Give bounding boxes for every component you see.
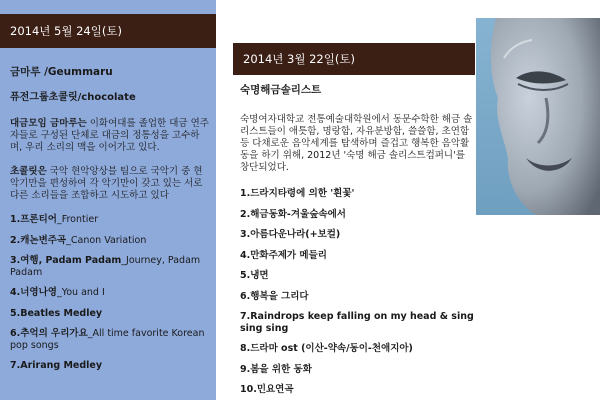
list-item (10, 328, 210, 351)
track-subtitle: _All time favorite Korean pop songs (10, 328, 205, 351)
track-title: 1.프론티어 (10, 214, 57, 225)
list-item: 7.Raindrops keep falling on my head & sing sing sing (240, 311, 474, 334)
right-track-list (240, 188, 476, 396)
track-subtitle: _Canon Variation (66, 234, 147, 246)
left-program-column (0, 0, 216, 400)
track-title: 7.Arirang Medley (10, 360, 103, 371)
left-description-1 (10, 118, 210, 154)
left-description-1-text: 이화여대를 졸업한 대금 연주자들로 구성된 단체로 대금의 정통성을 고수하며, 우리 소리의 맥을 이어가고 있다. (10, 118, 209, 153)
list-item: 4.만화주제가 메들리 (240, 249, 327, 261)
left-description-1-bold: 대금모임 금마루는 (10, 118, 87, 129)
right-group-name: 숙명해금솔리스트 (240, 84, 322, 96)
track-title: 6.추억의 우리가요 (10, 328, 88, 339)
list-item: 9.봄을 위한 동화 (240, 363, 312, 375)
list-item: 5.냉면 (240, 270, 269, 281)
list-item (10, 214, 210, 226)
right-description: 숙명여자대학교 전통예술대학원에서 동문수학한 해금 솔리스트들이 애틋함, 명랑함, 자유분방함, 쓸쓸함, 초연함 등 다채로운 음악세계를 탐색하며 즐겁고 행복한 음악활동을 하기 위해, 2012년 '숙명 해금 솔리스트컴퍼니'를 창단되었다. (240, 114, 473, 173)
track-title: 2.캐논변주곡 (10, 234, 67, 246)
list-item (10, 287, 210, 299)
list-item: 8.드라마 ost (이산-약속/동이-천애지아) (240, 343, 413, 354)
right-date-header: 2014년 3월 22일(토) (233, 43, 475, 75)
track-subtitle: _Frontier (56, 214, 99, 225)
mask-illustration (476, 18, 600, 215)
left-date-header: 2014년 5월 24일(토) (0, 14, 216, 48)
track-title: 5.Beatles Medley (10, 307, 103, 319)
left-description-2 (10, 166, 210, 202)
left-description-2-text: 국악 현악앙상블 팀으로 국악기 중 현악기만을 편성하여 각 악기만이 갖고 있는 서로 다른 소리들을 조합하고 시도하고 있다 (10, 166, 203, 201)
right-program-body (240, 84, 476, 405)
mask-photo (476, 18, 600, 215)
left-description-2-bold: 초콜릿은 (10, 166, 47, 177)
list-item (10, 255, 210, 278)
list-item: 6.행복을 그리다 (240, 290, 309, 302)
track-subtitle: _You and I (56, 287, 105, 298)
list-item: 2.해금동화-겨울숲속에서 (240, 208, 346, 220)
list-item (10, 360, 210, 372)
track-title: 4.너영나영 (10, 287, 57, 298)
left-group-name: 금마루 /Geummaru (10, 66, 113, 78)
left-subtitle: 퓨전그룹초콜릿/chocolate (10, 92, 136, 103)
list-item (10, 308, 210, 320)
list-item (10, 235, 210, 247)
track-title: 3.여행, Padam Padam (10, 255, 122, 266)
list-item: 1.드라지타령에 의한 '흰꽃' (240, 188, 355, 199)
list-item: 3.아름다운나라(+보컬) (240, 229, 341, 240)
list-item: 10.민요연곡 (240, 384, 294, 395)
track-subtitle: _Journey, Padam Padam (10, 255, 201, 278)
left-track-list (10, 214, 210, 372)
left-program-body (10, 56, 210, 381)
